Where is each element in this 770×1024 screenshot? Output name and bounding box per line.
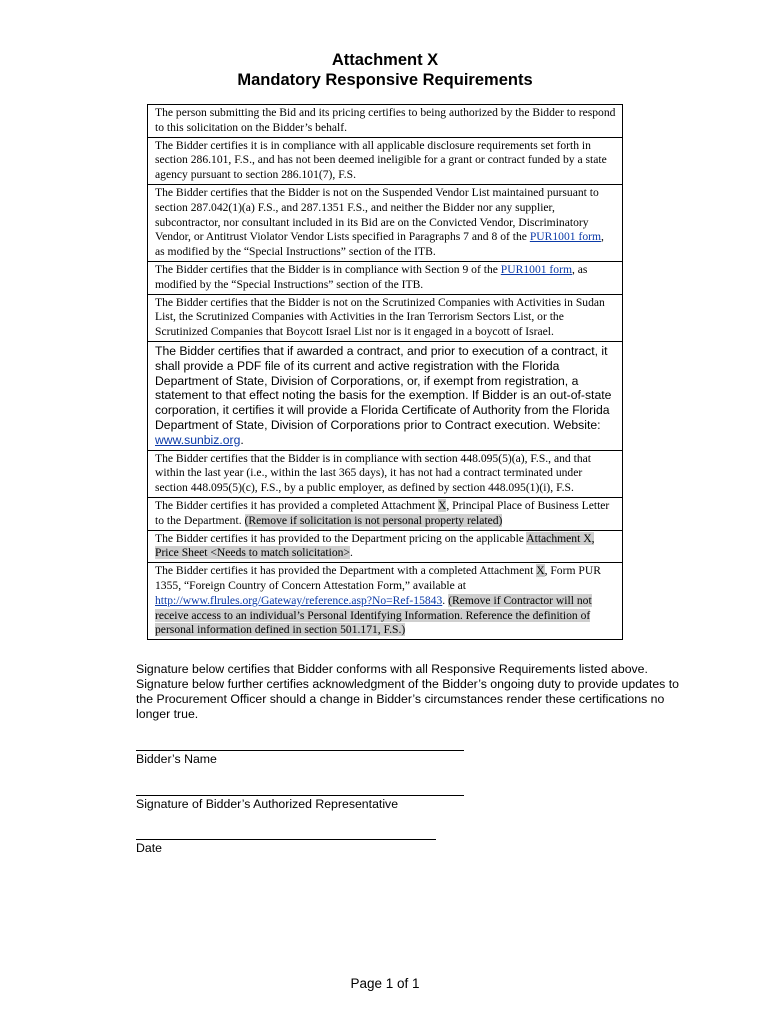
highlighted-text: Attachment X, Price Sheet <Needs to match solicitation> [155, 531, 595, 560]
table-row [148, 294, 623, 341]
document-title: Attachment X [331, 51, 439, 69]
signature-label: Signature of Bidder’s Authorized Representative [136, 797, 399, 811]
requirement-foreign-country: The Bidder certifies it has provided the Department with a completed Attachment X, Form PUR 1355, “Foreign Country of Concern Attestation Form,” available at http://www.flrules.org/Gateway/reference.asp?No=Ref-15843. (Remove if Contractor will not receive access to an individual’s Personal Identifying Information. Reference the definition of personal information defined in section 501.171, F.S.) [148, 563, 623, 640]
date-line[interactable] [136, 839, 436, 840]
table-row [148, 184, 623, 261]
signature-statement-para1: Signature below certifies that Bidder conforms with all Responsive Requirements listed above. [136, 662, 648, 676]
sunbiz-link[interactable]: www.sunbiz.org [155, 432, 241, 447]
requirement-authorization: The person submitting the Bid and its pricing certifies to being authorized by the Bidder to respond to this solicitation on the Bidder’s behalf. [148, 105, 623, 138]
page-number: Page 1 of 1 [350, 976, 420, 991]
table-row [148, 530, 623, 563]
table-row [148, 341, 623, 450]
signature-statement-para2: Signature below further certifies acknowledgment of the Bidder’s ongoing duty to provide updates to the Procurement Officer should a change in Bidder’s circumstances render these certifications no longer true. [136, 677, 679, 721]
pur1001-form-link[interactable]: PUR1001 form [529, 230, 602, 244]
highlighted-text: X [438, 498, 447, 512]
requirement-vendor-lists: The Bidder certifies that the Bidder is not on the Suspended Vendor List maintained pursuant to section 287.042(1)(a) F.S., and 287.1351 F.S., and neither the Bidder nor any supplier, subcontractor, nor consultant included in its Bid are on the Convicted Vendor, Discriminatory Vendor, or Antitrust Violator Vendor Lists specified in Paragraphs 7 and 8 of the PUR1001 form, as modified by the “Special Instructions” section of the ITB. [148, 184, 623, 261]
requirement-principal-place: The Bidder certifies it has provided a completed Attachment X, Principal Place of Business Letter to the Department. (Remove if solicitation is not personal property related) [148, 497, 623, 530]
table-row [148, 105, 623, 138]
highlighted-text: (Remove if Contractor will not receive access to an individual’s Personal Identifying Information. Reference the definition of personal information defined in section 501.171, F.S.) [155, 593, 592, 637]
bidder-name-label: Bidder’s Name [136, 752, 217, 766]
bidder-name-line[interactable] [136, 750, 464, 751]
pur1001-form-link[interactable]: PUR1001 form [500, 262, 572, 276]
flrules-link[interactable]: http://www.flrules.org/Gateway/reference.asp?No=Ref-15843 [155, 593, 443, 607]
requirement-section-9: The Bidder certifies that the Bidder is in compliance with Section 9 of the PUR1001 form, as modified by the “Special Instructions” section of the ITB. [148, 261, 623, 294]
requirement-price-sheet: The Bidder certifies it has provided to the Department pricing on the applicable Attachment X, Price Sheet <Needs to match solicitation>. [148, 530, 623, 563]
highlighted-text: (Remove if solicitation is not personal property related) [244, 513, 503, 527]
requirement-scrutinized-companies: The Bidder certifies that the Bidder is not on the Scrutinized Companies with Activities in Sudan List, the Scrutinized Companies with Activities in the Iran Terrorism Sectors List, or the Scrutinized Companies that Boycott Israel List nor is it engaged in a boycott of Israel. [148, 294, 623, 341]
document-subtitle: Mandatory Responsive Requirements [237, 71, 533, 89]
requirements-table [147, 104, 623, 640]
table-row [148, 563, 623, 640]
signature-line[interactable] [136, 795, 464, 796]
requirement-disclosure: The Bidder certifies it is in compliance with all applicable disclosure requirements set forth in section 286.101, F.S., and has not been deemed ineligible for a grant or contract funded by a state agency pursuant to section 286.101(7), F.S. [148, 137, 623, 184]
signature-statement [136, 662, 681, 722]
highlighted-text: X [536, 564, 545, 578]
requirement-448-095: The Bidder certifies that the Bidder is in compliance with section 448.095(5)(a), F.S., and that within the last year (i.e., within the last 365 days), it has not had a contract terminated under section 448.095(5)(c), F.S., by a public employer, as defined by section 448.095(1)(i), F.S. [148, 450, 623, 497]
table-row [148, 261, 623, 294]
table-row [148, 450, 623, 497]
table-row [148, 497, 623, 530]
date-label: Date [136, 841, 162, 855]
requirement-registration: The Bidder certifies that if awarded a contract, and prior to execution of a contract, it shall provide a PDF file of its current and active registration with the Florida Department of State, Division of Corporations, or, if exempt from registration, a statement to that effect noting the basis for the exemption. If Bidder is an out-of-state corporation, it certifies it will provide a Florida Certificate of Authority from the Florida Department of State, Division of Corporations prior to Contract execution. Website: www.sunbiz.org. [148, 341, 623, 450]
table-row [148, 137, 623, 184]
